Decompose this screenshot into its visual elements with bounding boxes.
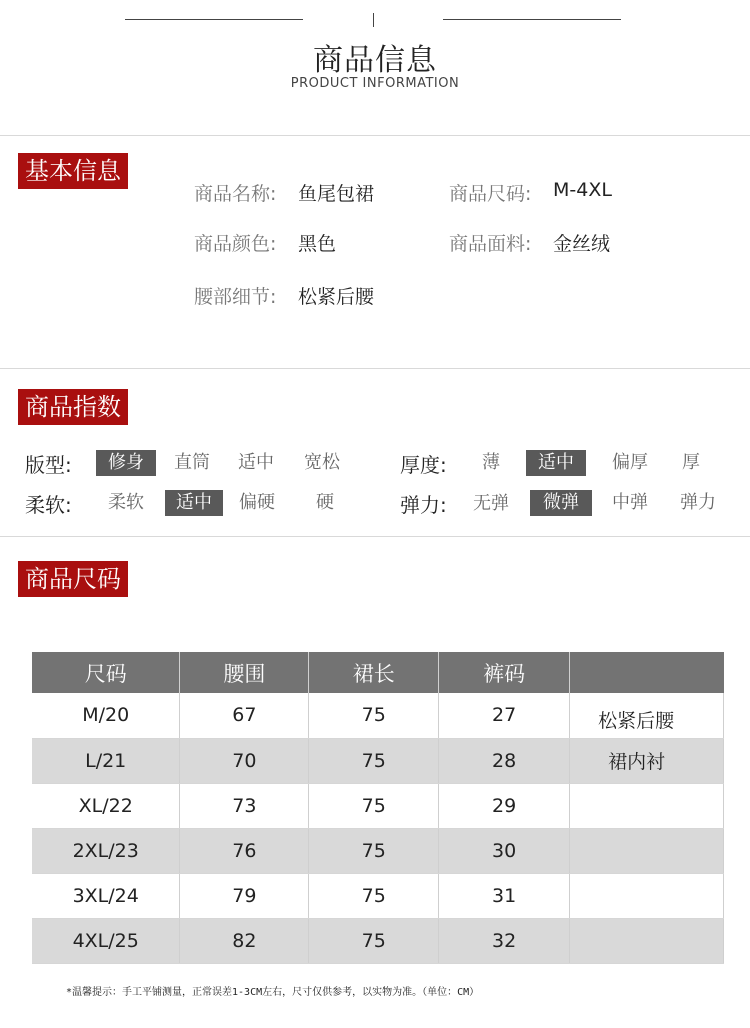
- cell-note: 松紧后腰: [570, 693, 724, 738]
- index-key-fit: 版型:: [25, 453, 72, 477]
- size-table-header: [32, 652, 724, 693]
- cell-waist: 79: [180, 873, 309, 918]
- field-value-size: M-4XL: [553, 179, 612, 201]
- field-value-fabric: 金丝绒: [553, 233, 611, 255]
- table-row: [32, 738, 724, 783]
- cell-waist: 76: [180, 828, 309, 873]
- section-label-size: 商品尺码: [18, 561, 128, 597]
- option-softness-soft: 柔软: [108, 492, 144, 513]
- cell-length: 75: [309, 693, 439, 738]
- option-fit-loose: 宽松: [304, 452, 340, 473]
- cell-size: M/20: [32, 693, 180, 738]
- header-waist: 腰围: [180, 652, 309, 693]
- header-notes: [570, 652, 724, 693]
- option-thickness-medium: 适中: [526, 450, 586, 476]
- cell-waist: 67: [180, 693, 309, 738]
- index-key-thickness: 厚度:: [400, 453, 447, 477]
- option-elasticity-medium: 中弹: [612, 492, 648, 513]
- cell-length: 75: [309, 738, 439, 783]
- option-softness-stiff-ish: 偏硬: [239, 492, 275, 513]
- header-line-left: [125, 19, 303, 20]
- measurement-tip: *温馨提示：手工平铺测量，正常误差1-3CM左右，尺寸仅供参考，以实物为准。（单位：CM）: [66, 987, 480, 998]
- table-row: [32, 873, 724, 918]
- divider-2: [0, 368, 750, 369]
- option-elasticity-stretch: 弹力: [680, 492, 716, 513]
- cell-size: XL/22: [32, 783, 180, 828]
- cell-length: 75: [309, 873, 439, 918]
- option-fit-slim: 修身: [96, 450, 156, 476]
- cell-note: [570, 783, 724, 828]
- option-softness-stiff: 硬: [316, 492, 334, 513]
- cell-note: [570, 873, 724, 918]
- cell-note: 裙内衬: [570, 738, 724, 783]
- field-label-size: 商品尺码:: [449, 183, 532, 205]
- table-row: [32, 918, 724, 963]
- cell-note: [570, 918, 724, 963]
- cell-size: 4XL/25: [32, 918, 180, 963]
- field-label-name: 商品名称:: [194, 183, 277, 205]
- page-subtitle: PRODUCT INFORMATION: [290, 76, 460, 91]
- field-value-waist: 松紧后腰: [298, 286, 375, 308]
- field-value-name: 鱼尾包裙: [298, 183, 375, 205]
- header-pants-size: 裤码: [439, 652, 570, 693]
- index-key-softness: 柔软:: [25, 493, 72, 517]
- cell-pants-size: 27: [439, 693, 570, 738]
- option-fit-straight: 直筒: [174, 452, 210, 473]
- field-label-fabric: 商品面料:: [449, 233, 532, 255]
- cell-pants-size: 31: [439, 873, 570, 918]
- cell-waist: 82: [180, 918, 309, 963]
- cell-pants-size: 30: [439, 828, 570, 873]
- size-table: [32, 652, 724, 964]
- header-tick: [373, 13, 374, 27]
- option-fit-medium: 适中: [238, 452, 274, 473]
- page-title: 商品信息: [313, 43, 437, 78]
- field-value-color: 黑色: [298, 233, 337, 255]
- section-label-index: 商品指数: [18, 389, 128, 425]
- cell-waist: 70: [180, 738, 309, 783]
- section-label-basic: 基本信息: [18, 153, 128, 189]
- option-thickness-thick-ish: 偏厚: [612, 452, 648, 473]
- cell-size: L/21: [32, 738, 180, 783]
- cell-size: 3XL/24: [32, 873, 180, 918]
- header-line-right: [443, 19, 621, 20]
- header-length: 裙长: [309, 652, 439, 693]
- cell-length: 75: [309, 783, 439, 828]
- option-elasticity-slight: 微弹: [530, 490, 592, 516]
- option-elasticity-none: 无弹: [473, 493, 509, 514]
- table-row: [32, 828, 724, 873]
- cell-length: 75: [309, 828, 439, 873]
- option-softness-medium: 适中: [165, 490, 223, 516]
- cell-waist: 73: [180, 783, 309, 828]
- cell-length: 75: [309, 918, 439, 963]
- cell-pants-size: 32: [439, 918, 570, 963]
- option-thickness-thick: 厚: [682, 452, 700, 473]
- option-thickness-thin: 薄: [482, 452, 500, 473]
- field-label-color: 商品颜色:: [194, 233, 277, 255]
- index-key-elasticity: 弹力:: [400, 493, 447, 517]
- field-label-waist: 腰部细节:: [194, 286, 277, 308]
- cell-pants-size: 29: [439, 783, 570, 828]
- cell-pants-size: 28: [439, 738, 570, 783]
- divider-1: [0, 135, 750, 136]
- cell-size: 2XL/23: [32, 828, 180, 873]
- table-row: [32, 693, 724, 738]
- divider-3: [0, 536, 750, 537]
- table-row: [32, 783, 724, 828]
- header-size: 尺码: [32, 652, 180, 693]
- cell-note: [570, 828, 724, 873]
